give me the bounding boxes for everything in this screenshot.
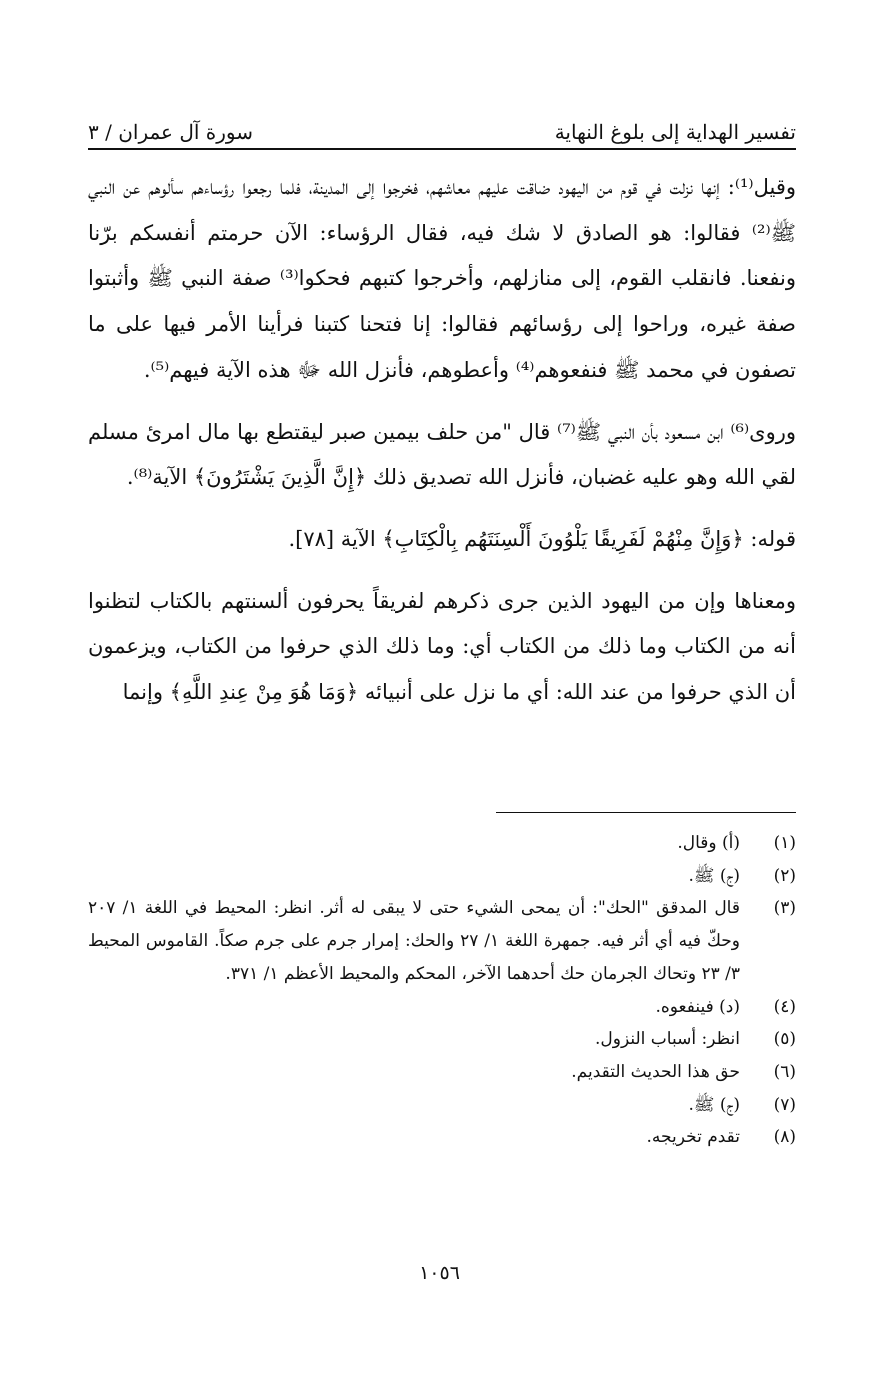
footnote: [88, 991, 796, 1024]
footnote-text: قال المدقق "الحك": أن يمحى الشيء حتى لا يبقى له أثر. انظر: المحيط في اللغة ١/ ٢٠٧ وحكّ فيه أي أثر فيه. جمهرة اللغة ١/ ٢٧ والحك: إمرار جرم على جرم صكاً. القاموس المحيط ٣/ ٢٣ وتحاك الجرمان حك أحدهما الآخر، المحكم والمحيط الأعظم ١/ ٣٧١.: [88, 898, 740, 984]
footnote-text: (ج) ﷺ.: [688, 865, 740, 886]
footnote-text: (ج) ﷺ.: [688, 1094, 740, 1115]
footnote: [88, 1023, 796, 1056]
main-text: [88, 165, 796, 716]
footnote: [88, 1056, 796, 1089]
footnote-number: (٤): [773, 996, 796, 1017]
footnote-number: (٧): [773, 1094, 796, 1115]
footnote: [88, 827, 796, 860]
footnote: [88, 1121, 796, 1154]
footnote-number: (٣): [773, 898, 796, 919]
footnote: [88, 1089, 796, 1122]
footnote-number: (٥): [773, 1029, 796, 1050]
footnote-text: تقدم تخريجه.: [646, 1127, 740, 1148]
surah-label: سورة آل عمران / ٣: [88, 120, 254, 144]
paragraph-1: وقيل⁽¹⁾: إنها نزلت في قوم من اليهود ضاقت عليهم معاشهم، فخرجوا إلى المدينة، فلما رجعوا رؤساءهم سألوهم عن النبي ﷺ⁽²⁾ فقالوا: هو الصادق لا شك فيه، فقال الرؤساء: الآن حرمتم أنفسكم برّنا ونفعنا. فانقلب القوم، إلى منازلهم، وأخرجوا كتبهم فحكوا⁽³⁾ صفة النبي ﷺ وأثبتوا صفة غيره، وراحوا إلى رؤسائهم فقالوا: إنا فتحنا كتبنا فرأينا الأمر فيها على ما تصفون في محمد ﷺ فنفعوهم⁽⁴⁾ وأعطوهم، فأنزل الله ﷻ هذه الآية فيهم⁽⁵⁾.: [88, 175, 796, 382]
paragraph-2: وروى⁽⁶⁾ ابن مسعود بأن النبي ﷺ⁽⁷⁾ قال "من حلف بيمين صبر ليقتطع بها مال امرئ مسلم لقي الله وهو عليه غضبان، فأنزل الله تصديق ذلك ﴿إِنَّ الَّذِينَ يَشْتَرُونَ﴾ الآية⁽⁸⁾.: [88, 419, 796, 490]
footnote-number: (٢): [773, 865, 796, 886]
footnote-number: (٦): [773, 1061, 796, 1082]
running-header: [88, 104, 796, 144]
paragraph-3: قوله: ﴿وَإِنَّ مِنْهُمْ لَفَرِيقًا يَلْوُونَ أَلْسِنَتَهُم بِالْكِتَابِ﴾ الآية [٧٨].: [288, 526, 796, 551]
footnotes: [88, 827, 796, 1154]
footnote: [88, 860, 796, 893]
footnote-number: (٨): [773, 1127, 796, 1148]
footnote-number: (١): [773, 833, 796, 853]
page-number: ١٠٥٦: [419, 1262, 460, 1284]
paragraph-4: ومعناها وإن من اليهود الذين جرى ذكرهم لفريقاً يحرفون ألسنتهم بالكتاب لتظنوا أنه من الكتاب وما ذلك من الكتاب أي: وما ذلك الذي حرفوا من الكتاب، ويزعمون أن الذي حرفوا من عند الله: أي ما نزل على أنبيائه ﴿وَمَا هُوَ مِنْ عِندِ اللَّهِ﴾ وإنما: [88, 588, 796, 705]
footnote-text: انظر: أسباب النزول.: [595, 1029, 740, 1050]
footnote-text: (د) فينفعوه.: [655, 996, 740, 1017]
book-title: تفسير الهداية إلى بلوغ النهاية: [554, 120, 796, 144]
footnote-text: (أ) وقال.: [677, 833, 740, 853]
footnote-rule: [496, 812, 796, 813]
footnote-text: حق هذا الحديث التقديم.: [571, 1061, 740, 1082]
header-rule: [88, 148, 796, 150]
footnote: [88, 892, 796, 990]
